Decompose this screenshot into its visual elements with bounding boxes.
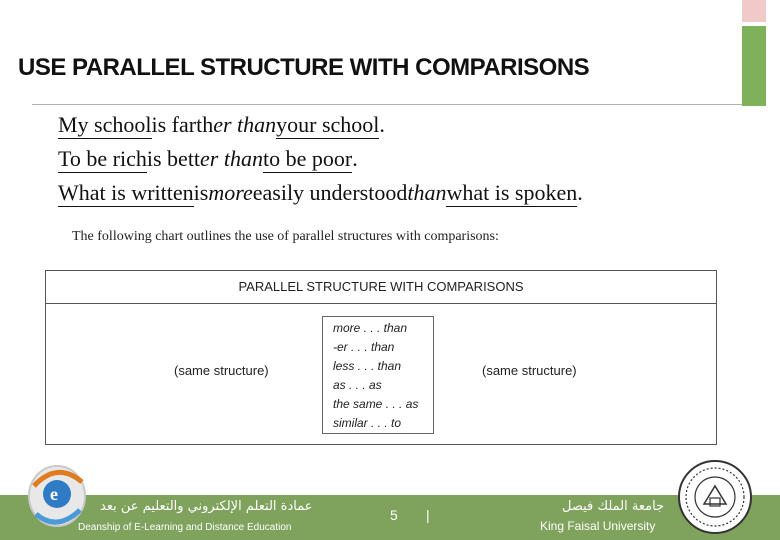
- example-period: .: [352, 146, 358, 171]
- example-period: .: [577, 180, 583, 205]
- example-comparator: er than: [200, 146, 263, 171]
- example-comparator: er than: [213, 112, 277, 137]
- title-divider: [32, 104, 742, 105]
- accent-bar-side: [742, 26, 766, 106]
- slide-title: USE PARALLEL STRUCTURE WITH COMPARISONS: [18, 54, 590, 81]
- comparison-words-box: [322, 316, 434, 434]
- deanship-english-name: Deanship of E-Learning and Distance Education: [78, 522, 292, 533]
- example-text: is bett: [146, 146, 201, 171]
- comparison-item: the same . . . as: [333, 397, 419, 411]
- example-sentence-1: [58, 110, 583, 144]
- chart-heading: PARALLEL STRUCTURE WITH COMPARISONS: [46, 271, 716, 304]
- example-object: what is spoken: [446, 180, 578, 205]
- example-comparator: than: [407, 180, 447, 205]
- university-seal-icon: [676, 458, 754, 536]
- footer-bar: [0, 495, 780, 540]
- example-subject: My school: [58, 112, 152, 137]
- comparison-item: -er . . . than: [333, 340, 395, 354]
- example-text: is: [193, 180, 209, 205]
- comparison-item: more . . . than: [333, 321, 408, 335]
- example-text: is farth: [151, 112, 214, 137]
- example-comparator: more: [208, 180, 253, 205]
- example-text: easily understood: [252, 180, 408, 205]
- example-object: your school: [276, 112, 380, 137]
- left-structure-label: (same structure): [174, 363, 269, 378]
- example-period: .: [379, 112, 385, 137]
- intro-text: The following chart outlines the use of parallel structures with comparisons:: [72, 229, 499, 244]
- accent-bar-top: [742, 0, 766, 22]
- e-learning-logo-icon: [24, 456, 90, 534]
- example-sentence-3: [58, 178, 583, 212]
- example-sentence-2: [58, 144, 583, 178]
- example-object: to be poor: [263, 146, 353, 171]
- page-separator: |: [426, 507, 430, 523]
- university-english-name: King Faisal University: [540, 519, 656, 533]
- comparison-item: as . . . as: [333, 378, 382, 392]
- page-number: 5: [390, 507, 398, 523]
- svg-text:e: e: [50, 484, 58, 504]
- right-structure-label: (same structure): [482, 363, 577, 378]
- example-subject: What is written: [58, 180, 194, 205]
- comparison-chart: [45, 270, 717, 445]
- comparison-item: less . . . than: [333, 359, 402, 373]
- university-arabic-name: جامعة الملك فيصل: [562, 499, 665, 514]
- example-sentences: [58, 110, 583, 212]
- deanship-arabic-name: عمادة التعلم الإلكتروني والتعليم عن بعد: [100, 499, 313, 514]
- comparison-item: similar . . . to: [333, 416, 402, 430]
- example-subject: To be rich: [58, 146, 147, 171]
